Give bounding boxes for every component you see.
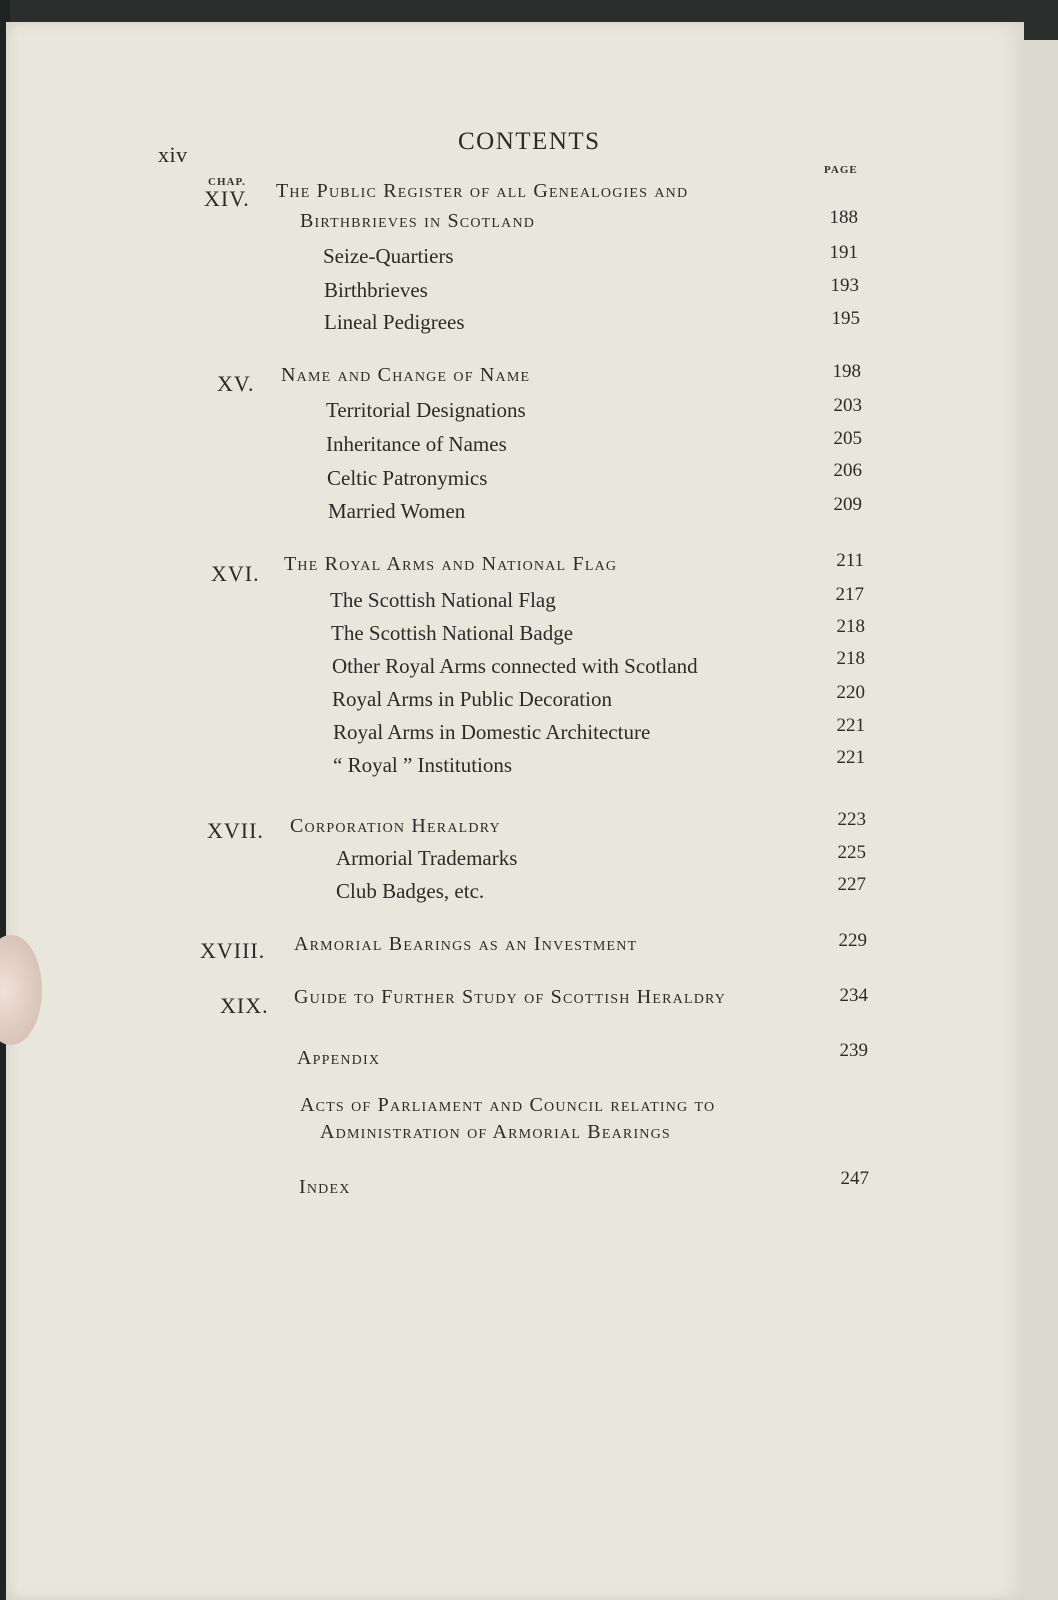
page-number: 234 bbox=[839, 985, 868, 1006]
chapter-title-continued: Birthbrieves in Scotland bbox=[300, 210, 536, 232]
page-number: 188 bbox=[829, 207, 858, 228]
section-title: Married Women bbox=[328, 499, 466, 523]
section-title: Royal Arms in Domestic Architecture bbox=[333, 720, 651, 744]
chapter-title: Armorial Bearings as an Investment bbox=[294, 933, 638, 955]
appendix-description: Acts of Parliament and Council relating to bbox=[300, 1094, 716, 1116]
section-title: Other Royal Arms connected with Scotland bbox=[332, 654, 698, 678]
index-title: Index bbox=[299, 1176, 351, 1198]
page-number: 220 bbox=[836, 682, 865, 703]
chapter-number: XIV. bbox=[204, 186, 250, 211]
section-title: Territorial Designations bbox=[326, 398, 526, 422]
page-number: 217 bbox=[835, 584, 864, 605]
chapter-title: The Royal Arms and National Flag bbox=[284, 553, 618, 575]
section-title: Armorial Trademarks bbox=[336, 846, 518, 870]
appendix-description-continued: Administration of Armorial Bearings bbox=[320, 1121, 671, 1143]
section-title: Club Badges, etc. bbox=[336, 879, 485, 903]
page-number: 203 bbox=[833, 395, 862, 416]
chapter-title: Guide to Further Study of Scottish Heraldry bbox=[294, 986, 727, 1008]
page-number: 209 bbox=[833, 494, 862, 515]
section-title: Seize-Quartiers bbox=[323, 244, 454, 268]
page-number: 225 bbox=[837, 842, 866, 863]
chapter-number: XVII. bbox=[207, 818, 264, 843]
page-number: 218 bbox=[836, 616, 865, 637]
page-number: 229 bbox=[838, 930, 867, 951]
chapter-title: The Public Register of all Genealogies and bbox=[276, 180, 689, 202]
chapter-number: XVI. bbox=[211, 561, 260, 586]
chapter-number: XV. bbox=[217, 371, 255, 396]
page-number: 193 bbox=[830, 275, 859, 296]
section-title: Royal Arms in Public Decoration bbox=[332, 687, 612, 711]
section-title: Lineal Pedigrees bbox=[324, 310, 465, 334]
chap-column-label: CHAP. bbox=[208, 176, 246, 188]
page-number: 239 bbox=[839, 1040, 868, 1061]
page-number: 191 bbox=[829, 242, 858, 263]
chapter-title: Name and Change of Name bbox=[281, 364, 531, 386]
page-number: 205 bbox=[833, 428, 862, 449]
appendix-title: Appendix bbox=[297, 1047, 381, 1069]
chapter-title: Corporation Heraldry bbox=[290, 815, 501, 837]
page-number: 206 bbox=[833, 460, 862, 481]
section-title: The Scottish National Flag bbox=[330, 588, 556, 612]
page-number: 247 bbox=[840, 1168, 869, 1189]
section-title: The Scottish National Badge bbox=[331, 621, 574, 645]
section-title: Inheritance of Names bbox=[326, 432, 507, 456]
page-number: 223 bbox=[837, 809, 866, 830]
page-folio: xiv bbox=[158, 142, 188, 167]
section-title: “ Royal ” Institutions bbox=[333, 753, 513, 777]
chapter-number: XIX. bbox=[220, 993, 269, 1018]
page-number: 218 bbox=[836, 648, 865, 669]
page-number: 195 bbox=[831, 308, 860, 329]
page-column-label: PAGE bbox=[824, 164, 858, 176]
page-number: 211 bbox=[836, 550, 864, 571]
page-number: 221 bbox=[836, 747, 865, 768]
page-number: 221 bbox=[836, 715, 865, 736]
chapter-number: XVIII. bbox=[200, 938, 266, 963]
section-title: Celtic Patronymics bbox=[327, 466, 488, 490]
section-title: Birthbrieves bbox=[324, 278, 428, 302]
page-number: 198 bbox=[832, 361, 861, 382]
page-title: CONTENTS bbox=[458, 128, 601, 155]
page-number: 227 bbox=[837, 874, 866, 895]
